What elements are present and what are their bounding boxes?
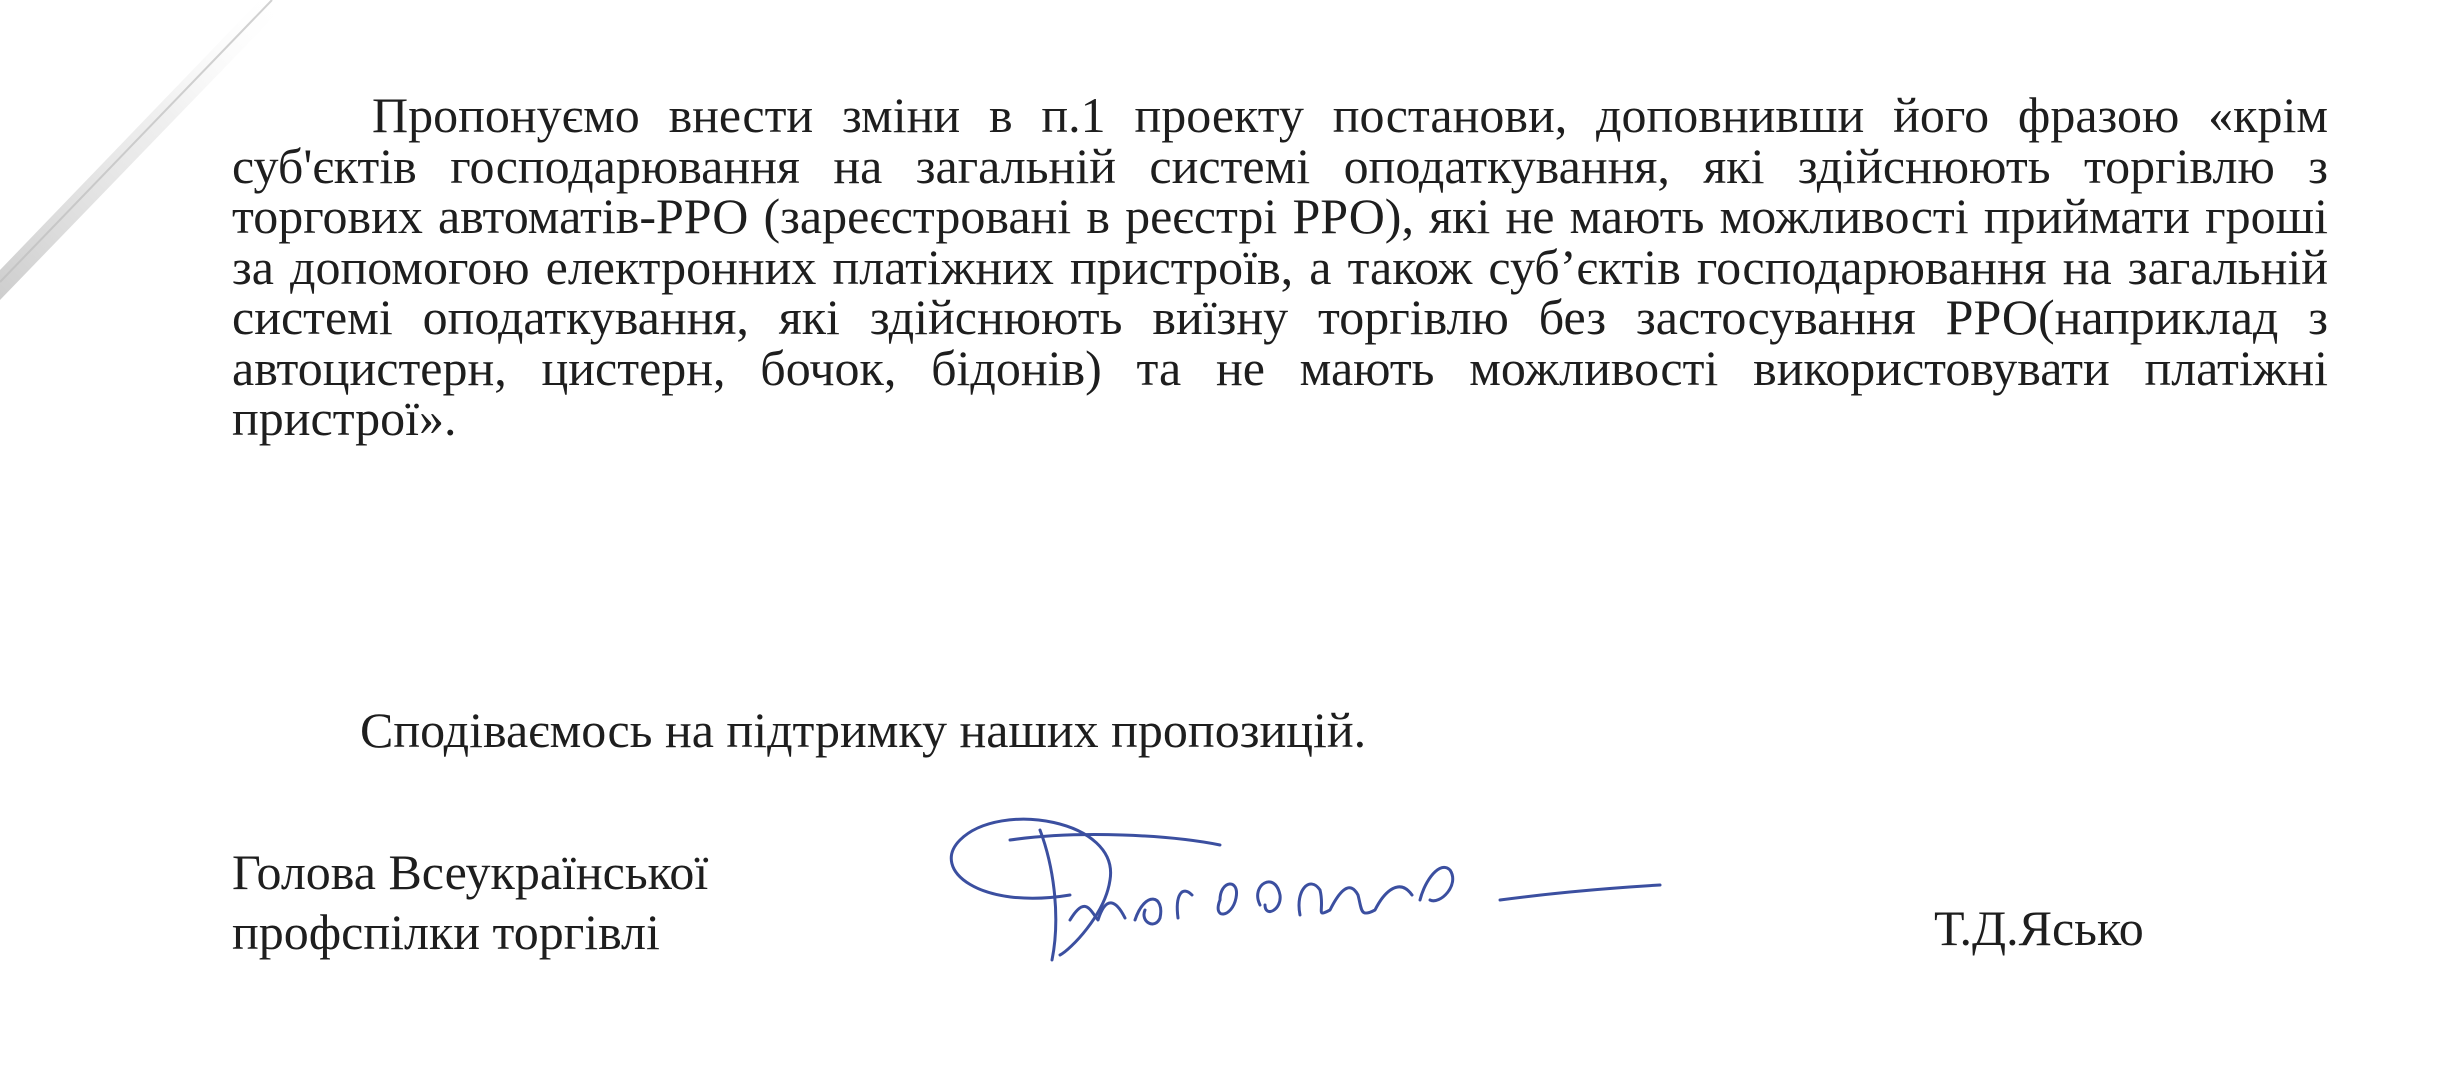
signer-name: Т.Д.Ясько <box>1934 900 2144 956</box>
signer-position <box>232 842 708 962</box>
signer-position-line-1: Голова Всеукраїнської <box>232 844 709 900</box>
handwritten-signature <box>920 800 1720 970</box>
signer-position-line-2: профспілки торгівлі <box>232 904 660 960</box>
proposal-paragraph: Пропонуємо внести зміни в п.1 проекту постанови, доповнивши його фразою «крім суб'єктів господарювання на загальній системі оподаткування, які здійснюють торгівлю з торгових автоматів-РРО (зареєстровані в реєстрі РРО), які не мають можливості приймати гроші за допомогою електронних платіжних пристроїв, а також суб’єктів господарювання на загальній системі оподаткування, які здійснюють виїзну торгівлю без застосування РРО(наприклад з автоцистерн, цистерн, бочок, бідонів) та не мають можливості використовувати платіжні пристрої». <box>232 87 2328 446</box>
closing-sentence: Сподіваємось на підтримку наших пропозицій. <box>360 702 1367 758</box>
